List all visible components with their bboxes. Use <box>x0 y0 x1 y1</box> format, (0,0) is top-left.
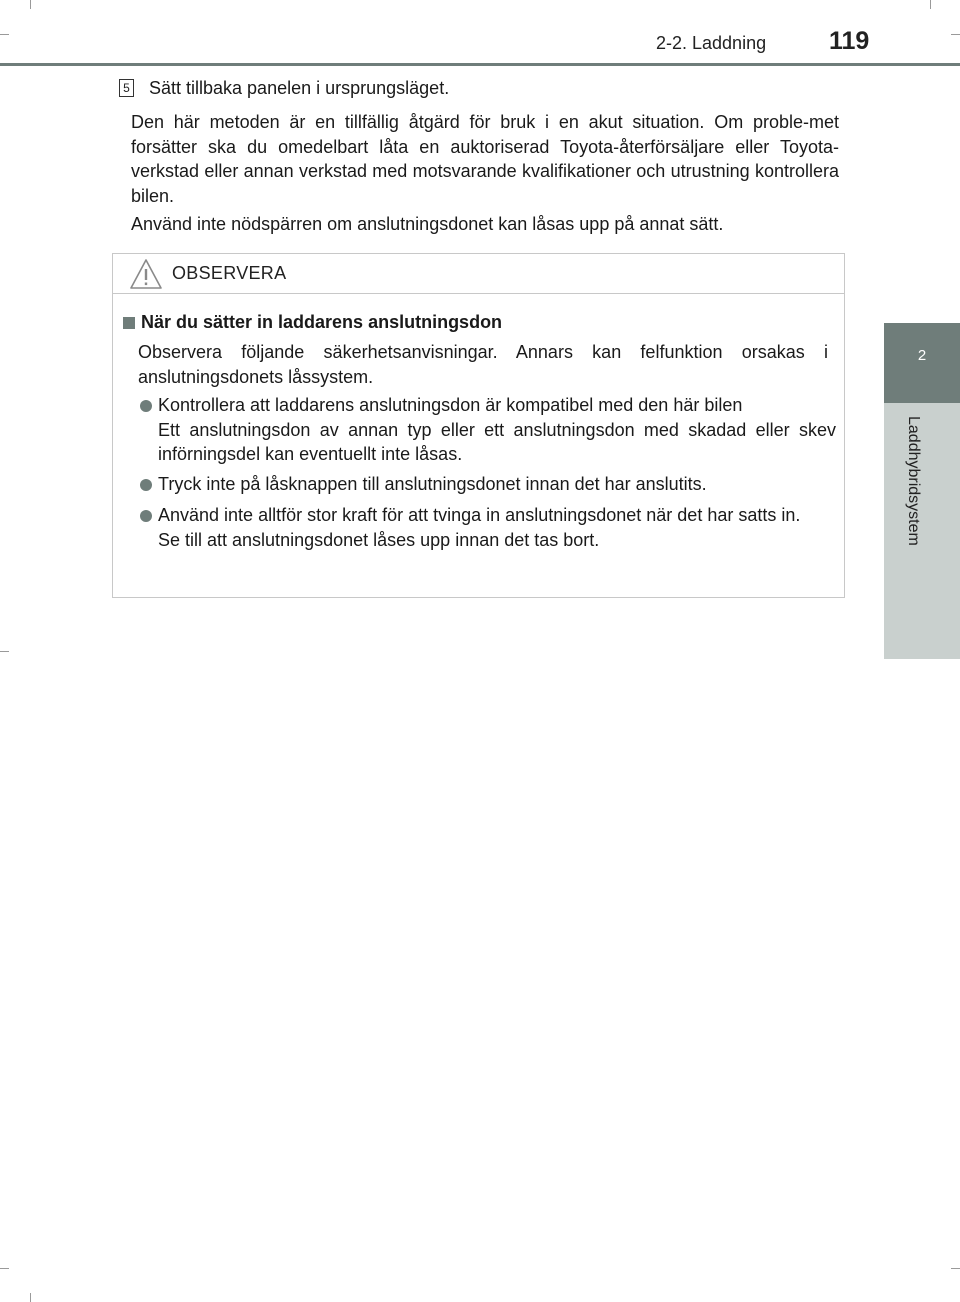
notice-heading <box>123 312 502 333</box>
header-rule <box>0 63 960 66</box>
notice-header <box>113 254 844 294</box>
section-label: 2-2. Laddning <box>656 33 767 53</box>
bullet-lead: Använd inte alltför stor kraft för att tvinga in anslutningsdonet när det har satts in. <box>158 505 801 525</box>
list-item <box>138 472 836 497</box>
crop-mark <box>0 1268 9 1269</box>
chapter-tab <box>884 323 960 403</box>
step-text: Sätt tillbaka panelen i ursprungsläget. <box>149 78 450 98</box>
crop-mark <box>951 1268 960 1269</box>
bullet-dot-icon <box>140 510 152 522</box>
notice-intro: Observera följande säkerhetsanvisningar. Annars kan felfunktion orsakas i anslutningsdonets låssystem. <box>138 342 828 387</box>
body-paragraph: Använd inte nödspärren om anslutningsdonet kan låsas upp på annat sätt. <box>131 214 724 234</box>
bullet-dot-icon <box>140 400 152 412</box>
bullet-lead: Kontrollera att laddarens anslutningsdon är kompatibel med den här bilen <box>158 395 743 415</box>
warning-triangle-icon <box>129 258 163 290</box>
notice-heading-text: När du sätter in laddarens anslutningsdon <box>141 312 503 332</box>
page-number: 119 <box>829 27 870 55</box>
chapter-title: Laddhybridsystem <box>905 416 922 546</box>
crop-mark <box>930 0 931 9</box>
body-paragraph: Den här metoden är en tillfällig åtgärd för bruk i en akut situation. Om proble-met forsätter ska du omedelbart låta en auktoriserad Toyota-återförsäljare eller Toyota-verkstad eller annan verkstad med motsvarande kvalifikationer och utrustning kontrollera bilen. <box>131 112 839 206</box>
square-bullet-icon <box>123 317 135 329</box>
crop-mark <box>30 1293 31 1302</box>
bullet-detail: Ett anslutningsdon av annan typ eller ett anslutningsdon med skadad eller skev införningsdel kan eventuellt inte låsas. <box>158 419 836 464</box>
list-item <box>138 393 836 467</box>
crop-mark <box>30 0 31 9</box>
step-number-badge: 5 <box>119 79 134 97</box>
bullet-dot-icon <box>140 479 152 491</box>
notice-box <box>112 253 845 598</box>
bullet-lead: Tryck inte på låsknappen till anslutningsdonet innan det har anslutits. <box>158 474 707 494</box>
bullet-detail: Se till att anslutningsdonet låses upp innan det tas bort. <box>158 529 600 550</box>
crop-mark <box>0 651 9 652</box>
chapter-number: 2 <box>917 347 927 364</box>
crop-mark <box>0 34 9 35</box>
chapter-strip <box>884 403 960 659</box>
crop-mark <box>951 34 960 35</box>
notice-title: OBSERVERA <box>172 263 287 283</box>
list-item <box>138 503 836 552</box>
